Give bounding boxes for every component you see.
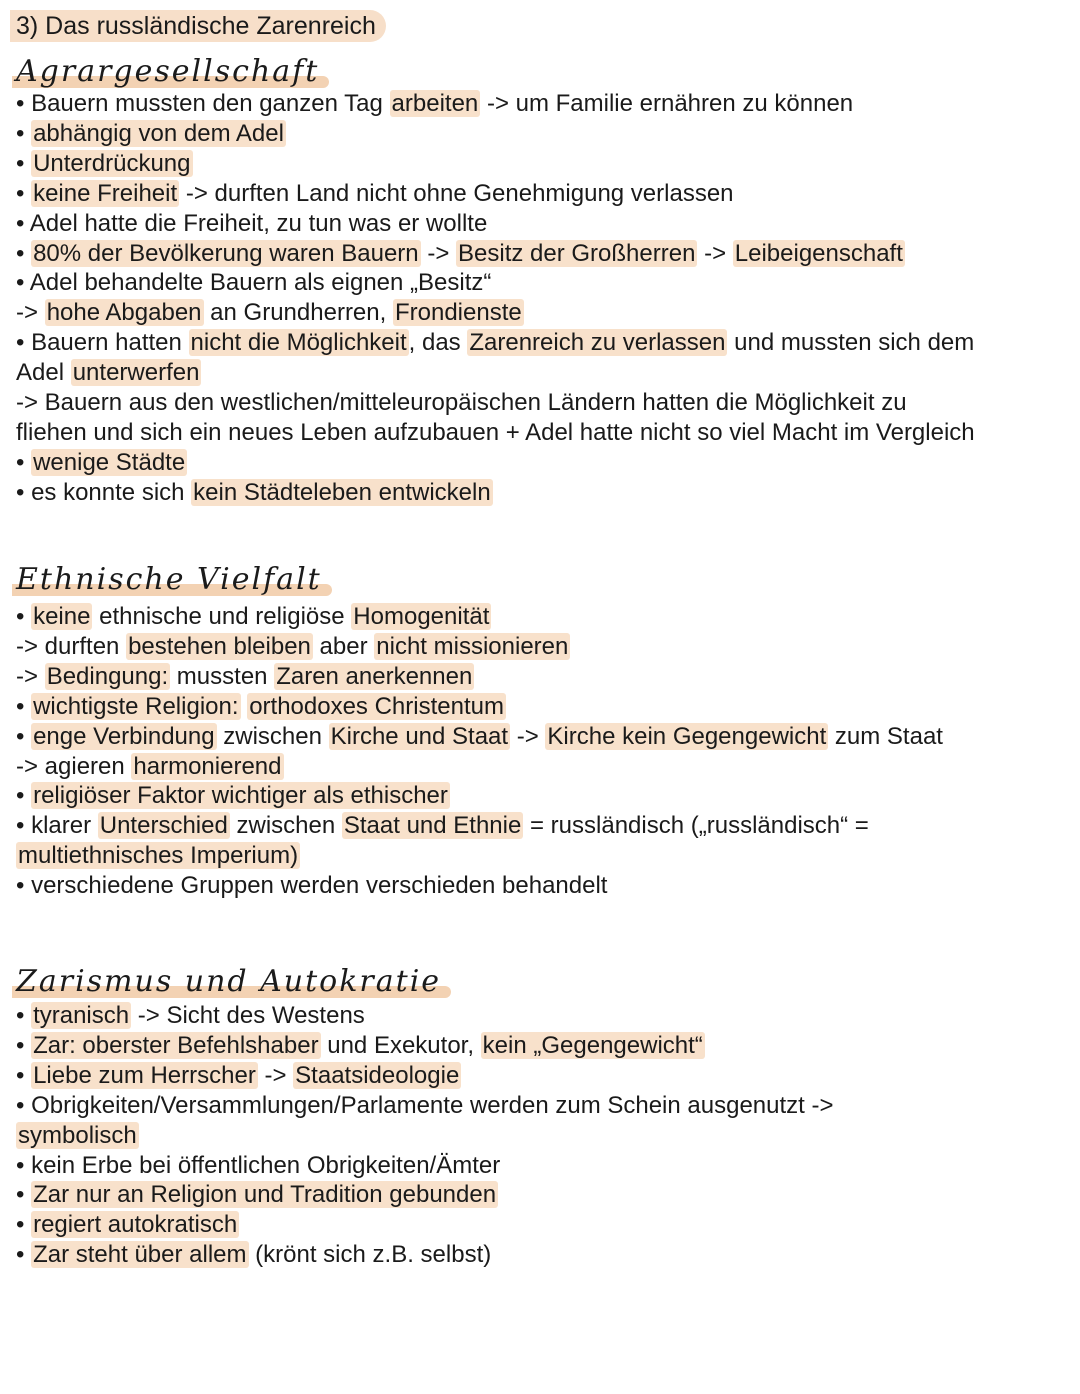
note-line: [16, 871, 1066, 901]
highlighted-text: Zaren anerkennen: [276, 662, 473, 690]
note-text: •: [16, 179, 32, 207]
highlighted-text: wichtigste Religion:: [33, 692, 239, 720]
note-line: [16, 632, 1066, 662]
note-text: ->: [697, 239, 733, 267]
section-heading: Agrargesellschaft: [12, 54, 329, 90]
note-text: , das: [408, 329, 468, 357]
note-text: zwischen: [229, 812, 342, 840]
note-text: •: [16, 1211, 32, 1239]
note-text: •: [16, 1002, 32, 1029]
note-line: [16, 1001, 1066, 1031]
highlighted-text: multiethnisches Imperium): [18, 842, 299, 870]
highlighted-text: kein Städteleben entwickeln: [193, 478, 491, 506]
highlighted-text: wenige Städte: [33, 448, 186, 476]
note-text: ethnische und religiöse: [92, 603, 352, 630]
highlighted-text: Homogenität: [353, 603, 490, 630]
note-text: •: [16, 1031, 32, 1059]
note-text: •: [16, 603, 32, 630]
note-text: •: [16, 1181, 32, 1209]
highlighted-text: nicht missionieren: [376, 632, 569, 660]
section-heading: Ethnische Vielfalt: [12, 562, 332, 598]
highlighted-text: orthodoxes Christentum: [249, 692, 504, 720]
note-text: ->: [420, 239, 456, 267]
note-text: •: [16, 782, 32, 810]
note-line: [16, 179, 1066, 209]
highlighted-text: regiert autokratisch: [33, 1211, 238, 1239]
note-text: • Obrigkeiten/Versammlungen/Parlamente werden zum Schein ausgenutzt ->: [16, 1091, 834, 1119]
note-text: ->: [510, 722, 546, 750]
note-line: [16, 448, 1066, 478]
highlighted-text: 80% der Bevölkerung waren Bauern: [33, 239, 419, 267]
note-text: ->: [16, 662, 45, 690]
highlighted-text: Staatsideologie: [295, 1061, 460, 1089]
note-text: an Grundherren,: [203, 299, 393, 327]
note-line: [16, 358, 1066, 388]
note-text: •: [16, 722, 32, 750]
note-line: [16, 149, 1066, 179]
note-line: [16, 1091, 1066, 1121]
note-line: [16, 1061, 1066, 1091]
note-text: •: [16, 1241, 32, 1269]
highlighted-text: arbeiten: [391, 90, 479, 117]
highlighted-text: Besitz der Großherren: [458, 239, 696, 267]
highlighted-text: Bedingung:: [46, 662, 169, 690]
highlighted-text: Zar steht über allem: [33, 1241, 247, 1269]
note-text: •: [16, 448, 32, 476]
highlighted-text: Kirche kein Gegengewicht: [547, 722, 827, 750]
highlighted-text: harmonierend: [133, 752, 282, 780]
note-line: [16, 1031, 1066, 1061]
highlighted-text: Zar nur an Religion und Tradition gebunden: [33, 1181, 497, 1209]
highlighted-text: keine: [33, 603, 91, 630]
note-line: [16, 811, 1066, 841]
note-text: • kein Erbe bei öffentlichen Obrigkeiten/Ämter: [16, 1151, 501, 1179]
note-line: [16, 478, 1066, 508]
note-line: [16, 119, 1066, 149]
highlighted-text: Kirche und Staat: [330, 722, 509, 750]
note-text: • Bauern hatten: [16, 329, 189, 357]
note-text: • klarer: [16, 812, 98, 840]
note-text: fliehen und sich ein neues Leben aufzubauen + Adel hatte nicht so viel Macht im Vergleich: [16, 418, 975, 446]
note-text: -> agieren: [16, 752, 132, 780]
note-line: [16, 388, 1066, 418]
note-text: und mussten sich dem: [727, 329, 975, 357]
note-text: = russländisch („russländisch“ =: [523, 812, 869, 840]
note-line: [16, 89, 1066, 119]
note-line: [16, 662, 1066, 692]
note-text: • Adel behandelte Bauern als eignen „Besitz“: [16, 269, 492, 297]
highlighted-text: enge Verbindung: [33, 722, 215, 750]
highlighted-text: Frondienste: [394, 299, 522, 327]
note-text: und Exekutor,: [320, 1031, 481, 1059]
note-line: [16, 692, 1066, 722]
highlighted-text: Unterschied: [99, 812, 228, 840]
note-line: [16, 209, 1066, 239]
note-text: • Bauern mussten den ganzen Tag: [16, 90, 390, 117]
note-text: •: [16, 692, 32, 720]
highlighted-text: bestehen bleiben: [128, 632, 311, 660]
note-text: (krönt sich z.B. selbst): [248, 1241, 492, 1269]
section-heading: Zarismus und Autokratie: [12, 964, 451, 1000]
note-line: [16, 1240, 1066, 1270]
highlighted-text: Zarenreich zu verlassen: [469, 329, 726, 357]
note-text: • verschiedene Gruppen werden verschieden behandelt: [16, 872, 608, 900]
note-text: ->: [16, 299, 45, 327]
section-body-zarismus: [16, 1001, 1066, 1270]
note-text: -> durften: [16, 632, 127, 660]
page-title: 3) Das russländische Zarenreich: [10, 10, 386, 42]
highlighted-text: keine Freiheit: [33, 179, 178, 207]
note-text: -> Bauern aus den westlichen/mitteleuropäischen Ländern hatten die Möglichkeit zu: [16, 389, 907, 417]
note-line: [16, 781, 1066, 811]
note-text: zum Staat: [828, 722, 943, 750]
note-line: [16, 1210, 1066, 1240]
highlighted-text: Unterdrückung: [33, 149, 191, 177]
note-text: •: [16, 239, 32, 267]
note-line: [16, 1180, 1066, 1210]
note-text: zwischen: [216, 722, 329, 750]
note-text: •: [16, 149, 32, 177]
note-text: • es konnte sich: [16, 478, 192, 506]
highlighted-text: tyranisch: [33, 1002, 130, 1029]
note-line: [16, 1121, 1066, 1151]
note-text: •: [16, 1061, 32, 1089]
highlighted-text: Liebe zum Herrscher: [33, 1061, 256, 1089]
section-body-ethnische-vielfalt: [16, 602, 1066, 901]
note-line: [16, 1151, 1066, 1181]
note-line: [16, 752, 1066, 782]
highlighted-text: symbolisch: [18, 1121, 137, 1149]
highlighted-text: hohe Abgaben: [46, 299, 202, 327]
note-line: [16, 298, 1066, 328]
highlighted-text: Zar: oberster Befehlshaber: [33, 1031, 319, 1059]
note-text: -> durften Land nicht ohne Genehmigung verlassen: [179, 179, 734, 207]
highlighted-text: religiöser Faktor wichtiger als ethischer: [33, 782, 448, 810]
highlighted-text: Leibeigenschaft: [734, 239, 903, 267]
note-text: •: [16, 119, 32, 147]
section-body-agrargesellschaft: [16, 89, 1066, 508]
note-text: • Adel hatte die Freiheit, zu tun was er wollte: [16, 209, 488, 237]
note-line: [16, 602, 1066, 632]
note-text: mussten: [170, 662, 275, 690]
note-line: [16, 841, 1066, 871]
note-line: [16, 722, 1066, 752]
highlighted-text: kein „Gegengewicht“: [482, 1031, 703, 1059]
highlighted-text: abhängig von dem Adel: [33, 119, 284, 147]
note-line: [16, 418, 1066, 448]
note-text: -> Sicht des Westens: [131, 1002, 365, 1029]
note-text: ->: [257, 1061, 294, 1089]
highlighted-text: unterwerfen: [72, 359, 200, 387]
note-text: -> um Familie ernähren zu können: [480, 90, 854, 117]
note-line: [16, 239, 1066, 269]
highlighted-text: Staat und Ethnie: [343, 812, 522, 840]
highlighted-text: nicht die Möglichkeit: [190, 329, 407, 357]
note-text: Adel: [16, 359, 71, 387]
note-line: [16, 268, 1066, 298]
note-line: [16, 328, 1066, 358]
note-text: aber: [312, 632, 375, 660]
